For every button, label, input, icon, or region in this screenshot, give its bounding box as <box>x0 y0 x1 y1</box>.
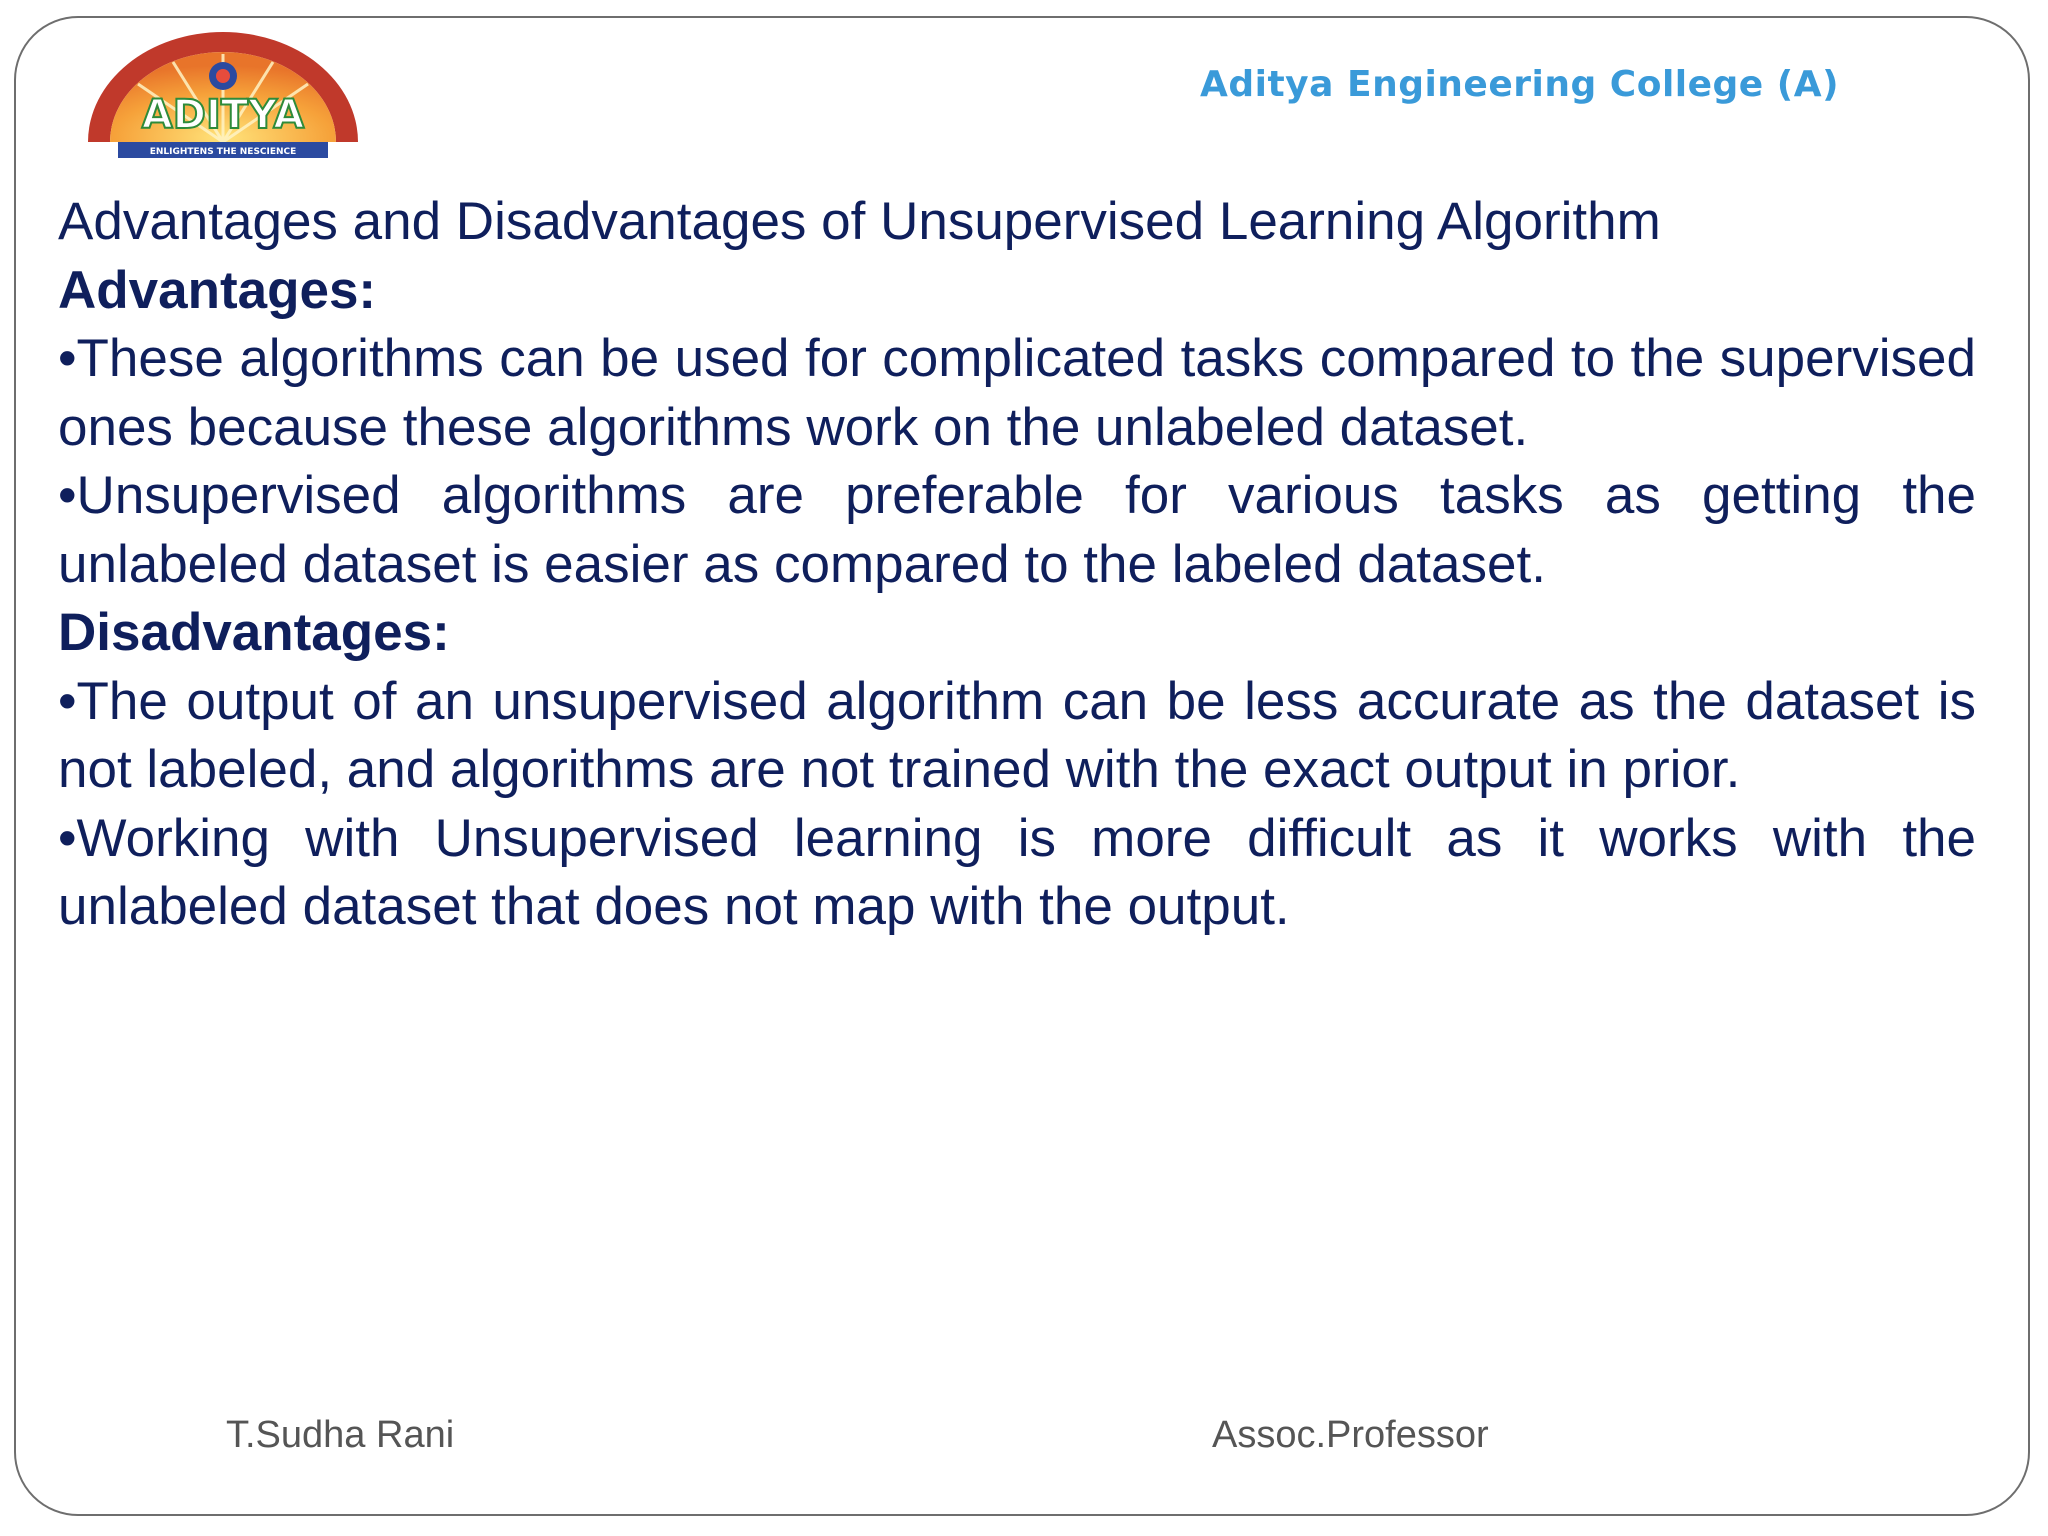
advantage-item-2: •Unsupervised algorithms are preferable for various tasks as getting the unlabeled dataset is easier as compared to the labeled dataset. <box>58 466 1976 594</box>
logo-wordmark: ADITYA <box>141 92 305 138</box>
aditya-college-logo <box>78 24 368 172</box>
advantage-item-1: •These algorithms can be used for complicated tasks compared to the supervised ones because these algorithms work on the unlabeled dataset. <box>58 329 1976 457</box>
logo-tagline: ENLIGHTENS THE NESCIENCE <box>149 147 297 157</box>
footer-role: Assoc.Professor <box>1212 1414 1489 1456</box>
college-name: Aditya Engineering College (A) <box>1200 64 1840 105</box>
disadvantage-item-2: •Working with Unsupervised learning is more difficult as it works with the unlabeled dataset that does not map with the output. <box>58 808 1976 936</box>
disadvantages-heading: Disadvantages: <box>58 603 450 662</box>
footer-author: T.Sudha Rani <box>226 1414 455 1456</box>
slide-title: Advantages and Disadvantages of Unsupervised Learning Algorithm <box>58 192 1661 251</box>
advantages-heading: Advantages: <box>58 260 377 320</box>
slide-content <box>58 188 1976 942</box>
disadvantage-item-1: •The output of an unsupervised algorithm can be less accurate as the dataset is not labeled, and algorithms are not trained with the exact output in prior. <box>58 671 1976 799</box>
